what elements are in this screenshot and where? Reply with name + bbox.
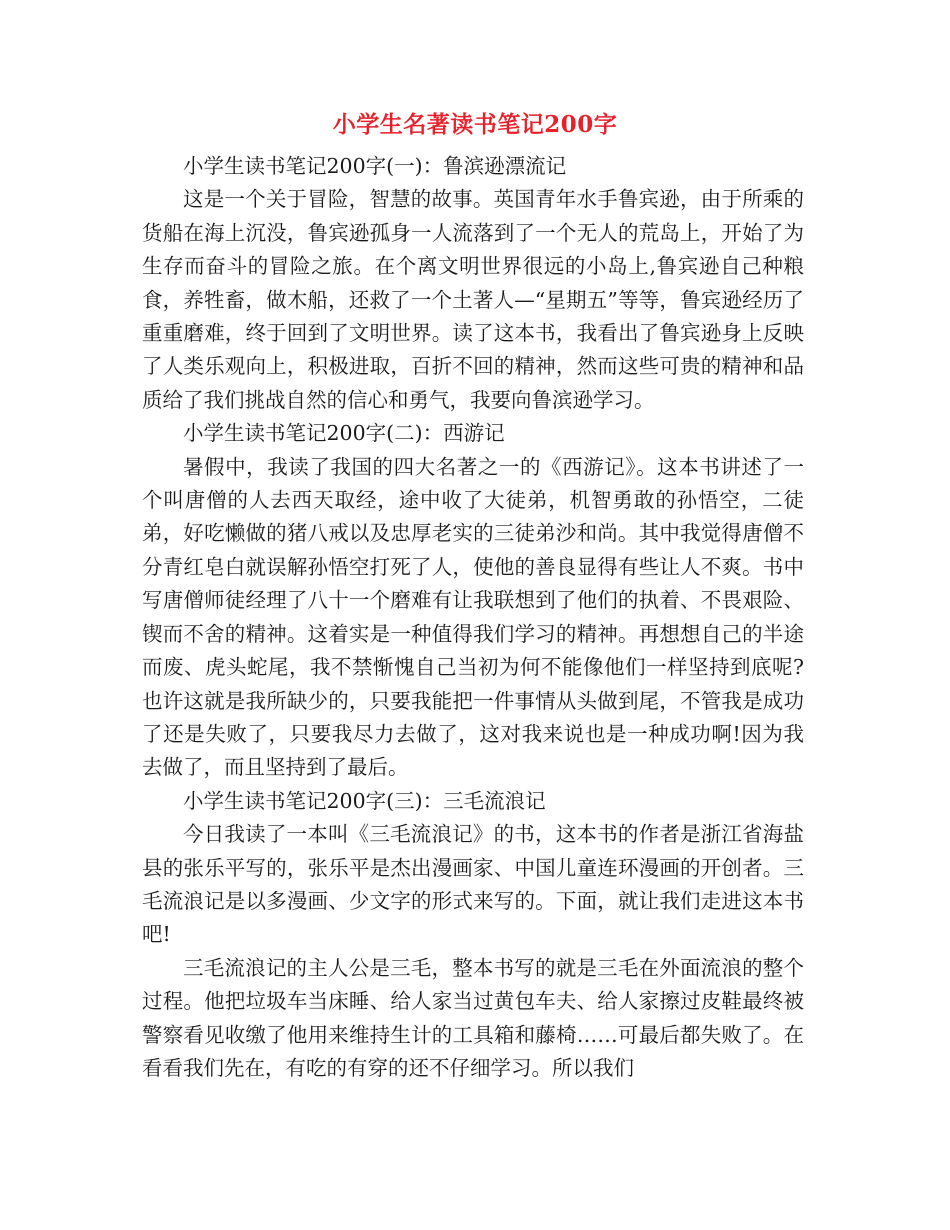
paragraph: 三毛流浪记的主人公是三毛，整本书写的就是三毛在外面流浪的整个过程。他把垃圾车当床睡、给人家当过黄包车夫、给人家擦过皮鞋最终被警察看见收缴了他用来维持生计的工具箱和藤椅……可最后都失败了。在看看我们先在，有吃的有穿的还不仔细学习。所以我们 <box>142 955 804 1080</box>
document-title: 小学生名著读书笔记200字 <box>332 111 618 138</box>
section-heading-1: 小学生读书笔记200字(一)：鲁滨逊漂流记 <box>183 154 567 178</box>
paragraph: 这是一个关于冒险，智慧的故事。英国青年水手鲁宾逊，由于所乘的货船在海上沉没，鲁宾逊孤身一人流落到了一个无人的荒岛上，开始了为生存而奋斗的冒险之旅。在个离文明世界很远的小岛上,鲁宾逊自己种粮食，养牲畜，做木船，还救了一个土著人—“星期五”等等，鲁宾逊经历了重重磨难，终于回到了文明世界。读了这本书，我看出了鲁宾逊身上反映了人类乐观向上，积极进取，百折不回的精神，然而这些可贵的精神和品质给了我们挑战自然的信心和勇气，我要向鲁滨逊学习。 <box>142 187 804 412</box>
document-body <box>142 150 804 1085</box>
section-heading-3: 小学生读书笔记200字(三)：三毛流浪记 <box>183 788 546 813</box>
paragraph: 今日我读了一本叫《三毛流浪记》的书，这本书的作者是浙江省海盐县的张乐平写的，张乐平是杰出漫画家、中国儿童连环漫画的开创者。三毛流浪记是以多漫画、少文字的形式来写的。下面，就让我们走进这本书吧! <box>142 822 804 947</box>
section-heading-2: 小学生读书笔记200字(二)：西游记 <box>183 421 505 446</box>
paragraph: 暑假中，我读了我国的四大名著之一的《西游记》。这本书讲述了一个叫唐僧的人去西天取经，途中收了大徒弟，机智勇敢的孙悟空，二徒弟，好吃懒做的猪八戒以及忠厚老实的三徒弟沙和尚。其中我觉得唐僧不分青红皂白就误解孙悟空打死了人，使他的善良显得有些让人不爽。书中写唐僧师徒经理了八十一个磨难有让我联想到了他们的执着、不畏艰险、锲而不舍的精神。这着实是一种值得我们学习的精神。再想想自己的半途而废、虎头蛇尾，我不禁惭愧自己当初为何不能像他们一样坚持到底呢?也许这就是我所缺少的，只要我能把一件事情从头做到尾，不管我是成功了还是失败了，只要我尽力去做了，这对我来说也是一种成功啊!因为我去做了，而且坚持到了最后。 <box>142 454 804 780</box>
